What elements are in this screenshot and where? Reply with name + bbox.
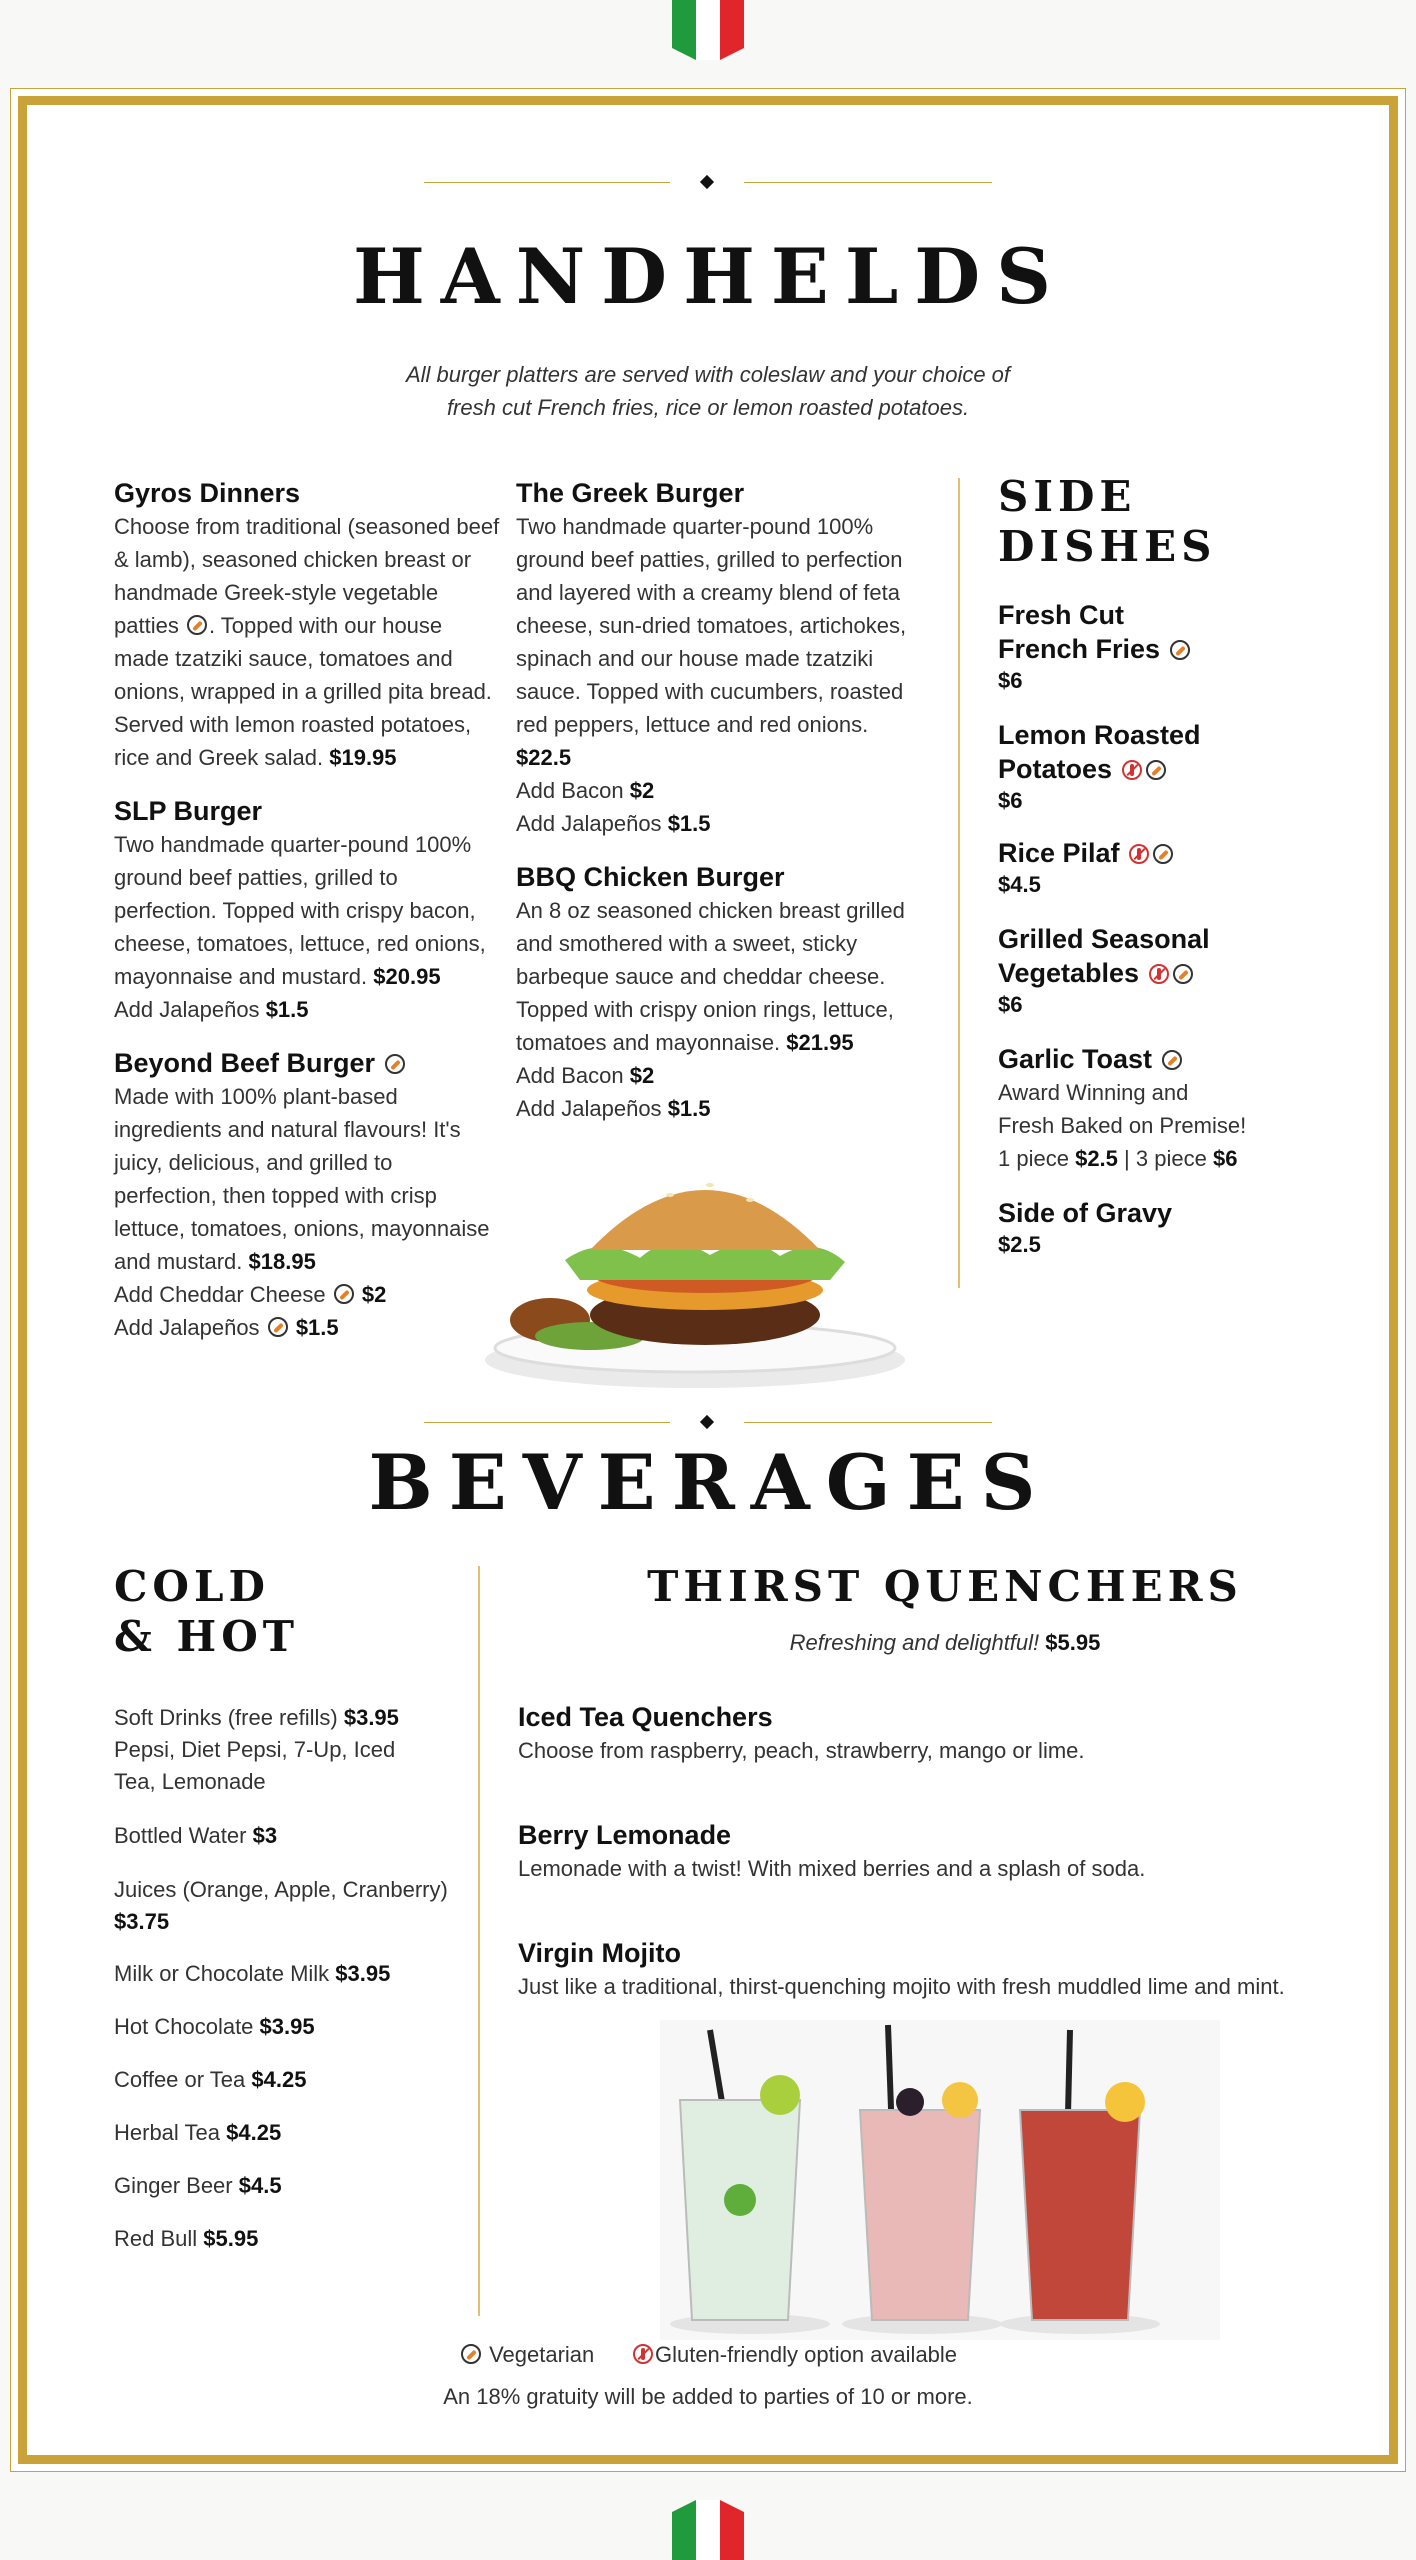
legend: Vegetarian Gluten-friendly option available [300, 2338, 1116, 2372]
vegetarian-icon [1153, 844, 1173, 864]
gluten-friendly-icon [1149, 964, 1169, 984]
vegetarian-icon [187, 615, 207, 635]
italian-flag-top [672, 0, 744, 60]
drinks-photo [660, 2020, 1220, 2340]
menu-item-beyond-burger: Beyond Beef Burger Made with 100% plant-based ingredients and natural flavours! It's juicy, delicious, and grilled to perfection, then topped with crisp lettuce, tomatoes, onions, mayonnaise and mustard. $18.95 Add Cheddar Cheese $2 Add Jalapeños $1.5 [114, 1048, 490, 1340]
gluten-friendly-icon [633, 2344, 653, 2364]
beverage-herbal-tea: Herbal Tea $4.25 [114, 2120, 282, 2145]
vegetarian-icon [268, 1317, 288, 1337]
ornament-rule-left [424, 1422, 670, 1423]
beverage-bottled-water: Bottled Water $3 [114, 1823, 278, 1848]
side-item-rice-pilaf: Rice Pilaf $4.5 [998, 836, 1318, 900]
cold-hot-title: COLD & HOT [114, 1562, 300, 1661]
gluten-friendly-icon [1122, 760, 1142, 780]
menu-item-gyros: Gyros Dinners Choose from traditional (seasoned beef & lamb), seasoned chicken breast or handmade Greek-style vegetable patties . Topped with our house made tzatziki sauce, tomatoes and onions, wrapped in a grilled pita bread. Served with lemon roasted potatoes, rice and Greek salad. $19.95 [114, 478, 500, 770]
side-item-lemon-potatoes: Lemon Roasted Potatoes $6 [998, 720, 1201, 813]
side-item-grilled-vegetables: Grilled Seasonal Vegetables $6 [998, 924, 1210, 1017]
vegetarian-icon [1170, 640, 1190, 660]
item-name: Gyros Dinners [114, 478, 301, 508]
italian-flag-bottom [672, 2500, 744, 2560]
beverage-red-bull: Red Bull $5.95 [114, 2226, 259, 2251]
beverage-ginger-beer: Ginger Beer $4.5 [114, 2173, 282, 2198]
vegetarian-icon [385, 1054, 405, 1074]
quencher-iced-tea: Iced Tea Quenchers Choose from raspberry, peach, strawberry, mango or lime. [518, 1702, 1085, 1763]
side-item-fries: Fresh Cut French Fries $6 [998, 598, 1318, 696]
vegetarian-icon [1173, 964, 1193, 984]
handhelds-title: HANDHELDS [352, 232, 1068, 321]
side-dishes-title: SIDE DISHES [998, 472, 1217, 571]
beverage-hot-chocolate: Hot Chocolate $3.95 [114, 2014, 315, 2039]
beverage-juices: Juices (Orange, Apple, Cranberry) $3.75 [114, 1877, 448, 1934]
ornament-rule-left [424, 182, 670, 183]
gratuity-note: An 18% gratuity will be added to parties of 10 or more. [443, 2384, 973, 2409]
ornament-rule-right [744, 1422, 992, 1423]
vegetarian-icon [334, 1284, 354, 1304]
side-item-garlic-toast: Garlic Toast Award Winning and Fresh Baked on Premise! 1 piece $2.5 | 3 piece $6 [998, 1044, 1247, 1171]
vegetarian-icon [1146, 760, 1166, 780]
menu-item-slp-burger: SLP Burger Two handmade quarter-pound 100% ground beef patties, grilled to perfection. Topped with crispy bacon, cheese, tomatoes, lettuce, red onions, mayonnaise and mustard. $20.95 Add Jalapeños $1.5 [114, 796, 486, 1022]
handhelds-intro: All burger platters are served with coleslaw and your choice of fresh cut French fries, rice or lemon roasted potatoes. [405, 362, 1011, 420]
column-divider [478, 1566, 480, 2316]
thirst-quenchers-title: THIRST QUENCHERS [647, 1562, 1243, 1611]
vegetarian-icon [461, 2344, 481, 2364]
quenchers-tagline: Refreshing and delightful! $5.95 [789, 1630, 1101, 1655]
menu-item-bbq-chicken-burger: BBQ Chicken Burger An 8 oz seasoned chicken breast grilled and smothered with a sweet, sticky barbeque sauce and cheddar cheese. Topped with crispy onion rings, lettuce, tomatoes and mayonnaise. $21.95 Add Bacon $2 Add Jalapeños $1.5 [516, 862, 905, 1121]
burger-photo [470, 1140, 920, 1400]
menu-item-greek-burger: The Greek Burger Two handmade quarter-pound 100% ground beef patties, grilled to perfection and layered with a creamy blend of feta cheese, sun-dried tomatoes, artichokes, spinach and our house made tzatziki sauce. Topped with cucumbers, roasted red peppers, lettuce and red onions. $22.5 Add Bacon $2 Add Jalapeños $1.5 [516, 478, 907, 836]
vegetarian-icon [1162, 1050, 1182, 1070]
quencher-berry-lemonade: Berry Lemonade Lemonade with a twist! With mixed berries and a splash of soda. [518, 1820, 1146, 1881]
beverage-coffee-tea: Coffee or Tea $4.25 [114, 2067, 307, 2092]
column-divider [958, 478, 960, 1288]
quencher-virgin-mojito: Virgin Mojito Just like a traditional, thirst-quenching mojito with fresh muddled lime and mint. [518, 1938, 1285, 1999]
beverage-milk: Milk or Chocolate Milk $3.95 [114, 1961, 391, 1986]
beverages-title: BEVERAGES [368, 1438, 1052, 1527]
gluten-friendly-icon [1129, 844, 1149, 864]
beverage-soft-drinks: Soft Drinks (free refills) $3.95 Pepsi, Diet Pepsi, 7-Up, Iced Tea, Lemonade [114, 1705, 399, 1794]
side-item-gravy: Side of Gravy $2.5 [998, 1198, 1173, 1257]
ornament-rule-right [744, 182, 992, 183]
